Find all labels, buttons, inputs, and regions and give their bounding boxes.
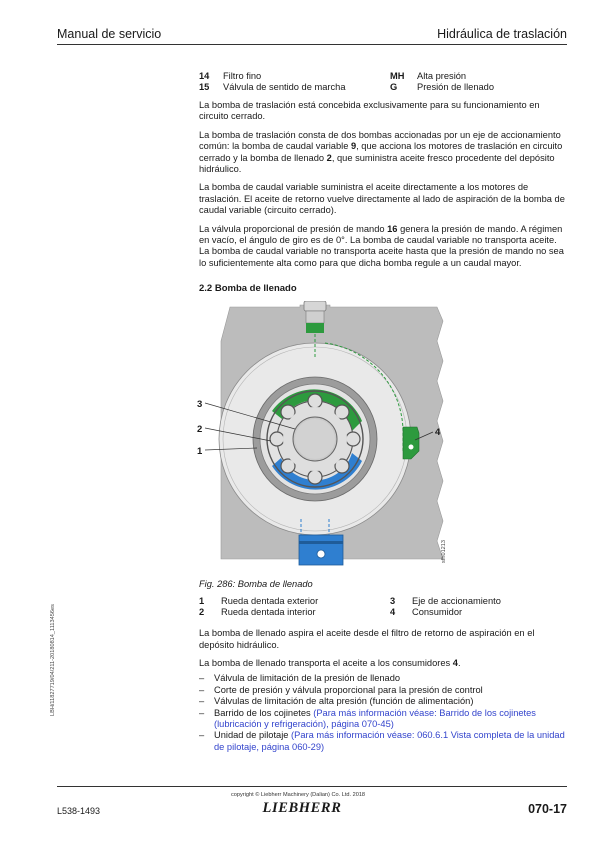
cross-reference-link[interactable]: (Para más información véase: Barrido de los cojinetes (lubricación y refrigeración), página 070-45) [214, 707, 536, 729]
paragraph-pump-composition: La bomba de traslación consta de dos bombas accionadas por un eje de accionamiento común: la bomba de caudal variable 9, que acciona los motores de traslación en circuito cerrado y la bomba de llenado 2, que suministra aceite fresco procedente del depósito hidráulico. [199, 129, 563, 175]
copyright-text: copyright © Liebherr Machinery (Dalian) Co. Ltd. 2018 [230, 792, 366, 798]
figure-charge-pump [197, 301, 567, 571]
legend-item: 14 Filtro fino [199, 71, 262, 81]
legend-item: 2 Rueda dentada interior [199, 607, 316, 618]
document-id: L538-1493 [57, 806, 101, 816]
list-item: – Barrido de los cojinetes (Para más información véase: Barrido de los cojinetes (lubricación y refrigeración), página 070-45) [199, 708, 569, 731]
chapter-title: Hidráulica de traslación [437, 27, 567, 41]
footer-rule [57, 786, 567, 787]
figure-caption: Fig. 286: Bomba de llenado [199, 578, 313, 589]
side-document-code: LBH/11827719/04/211-20180814_1113456es [50, 604, 56, 716]
callout-4: 4 [435, 426, 441, 438]
list-item: – Corte de presión y válvula proporcional para la presión de control [199, 685, 569, 696]
paragraph-consumers: La bomba de llenado transporta el aceite a los consumidores 4. [199, 657, 461, 668]
pressure-port [306, 323, 324, 333]
svg-text:LIEBHERR: LIEBHERR [262, 800, 342, 815]
figure-code: sfh01213 [441, 539, 447, 563]
list-item: – Válvula de limitación de la presión de llenado [199, 673, 569, 684]
pressure-port-cap [304, 301, 326, 311]
manual-title: Manual de servicio [57, 27, 162, 41]
legend-item: 15 Válvula de sentido de marcha [199, 82, 346, 93]
page-content [199, 71, 569, 753]
callout-2: 2 [197, 423, 203, 435]
callout-3: 3 [197, 398, 203, 410]
section-title: 2.2 Bomba de llenado [199, 283, 297, 295]
paragraph-variable-pump: La bomba de caudal variable suministra el aceite directamente a los motores de traslación. El aceite de retorno vuelve directamente al lado de aspiración de la bomba de caudal variable (circuito cerrado). [199, 182, 565, 216]
legend-figure [199, 596, 569, 620]
legend-item: 3 Eje de accionamiento [390, 596, 501, 607]
legend-top [199, 71, 569, 94]
charge-pump-diagram [197, 301, 567, 571]
callout-1: 1 [197, 445, 203, 457]
list-item: – Válvulas de limitación de alta presión (función de alimentación) [199, 696, 569, 707]
legend-item: 1 Rueda dentada exterior [199, 596, 319, 607]
list-item: – Unidad de pilotaje (Para más información véase: 060.6.1 Vista completa de la unidad de pilotaje, página 060-29) [199, 730, 569, 753]
legend-item: MH Alta presión [390, 71, 467, 81]
legend-item: 4 Consumidor [390, 607, 463, 618]
consumer-list [199, 673, 569, 753]
paragraph-closed-circuit: La bomba de traslación está concebida exclusivamente para su funcionamiento en circuito cerrado. [199, 100, 540, 122]
liebherr-logo [258, 799, 346, 815]
cross-reference-link[interactable]: (Para más información véase: 060.6.1 Vista completa de la unidad de pilotaje, página 060-29) [214, 730, 565, 752]
legend-item: G Presión de llenado [390, 82, 495, 93]
page-header [57, 27, 567, 45]
page-number: 070-17 [528, 802, 567, 816]
paragraph-suction: La bomba de llenado aspira el aceite desde el filtro de retorno de aspiración en el depósito hidráulico. [199, 628, 535, 650]
paragraph-control-valve: La válvula proporcional de presión de mando 16 genera la presión de mando. A régimen en vacío, el ángulo de giro es de 0°. La bomba de caudal variable no transporta aceite. La bomba de caudal variable no transporta aceite hasta que la presión de mando no sea lo suficientemente alta como para que dicha bomba regule a un caudal mayor. [199, 223, 564, 268]
